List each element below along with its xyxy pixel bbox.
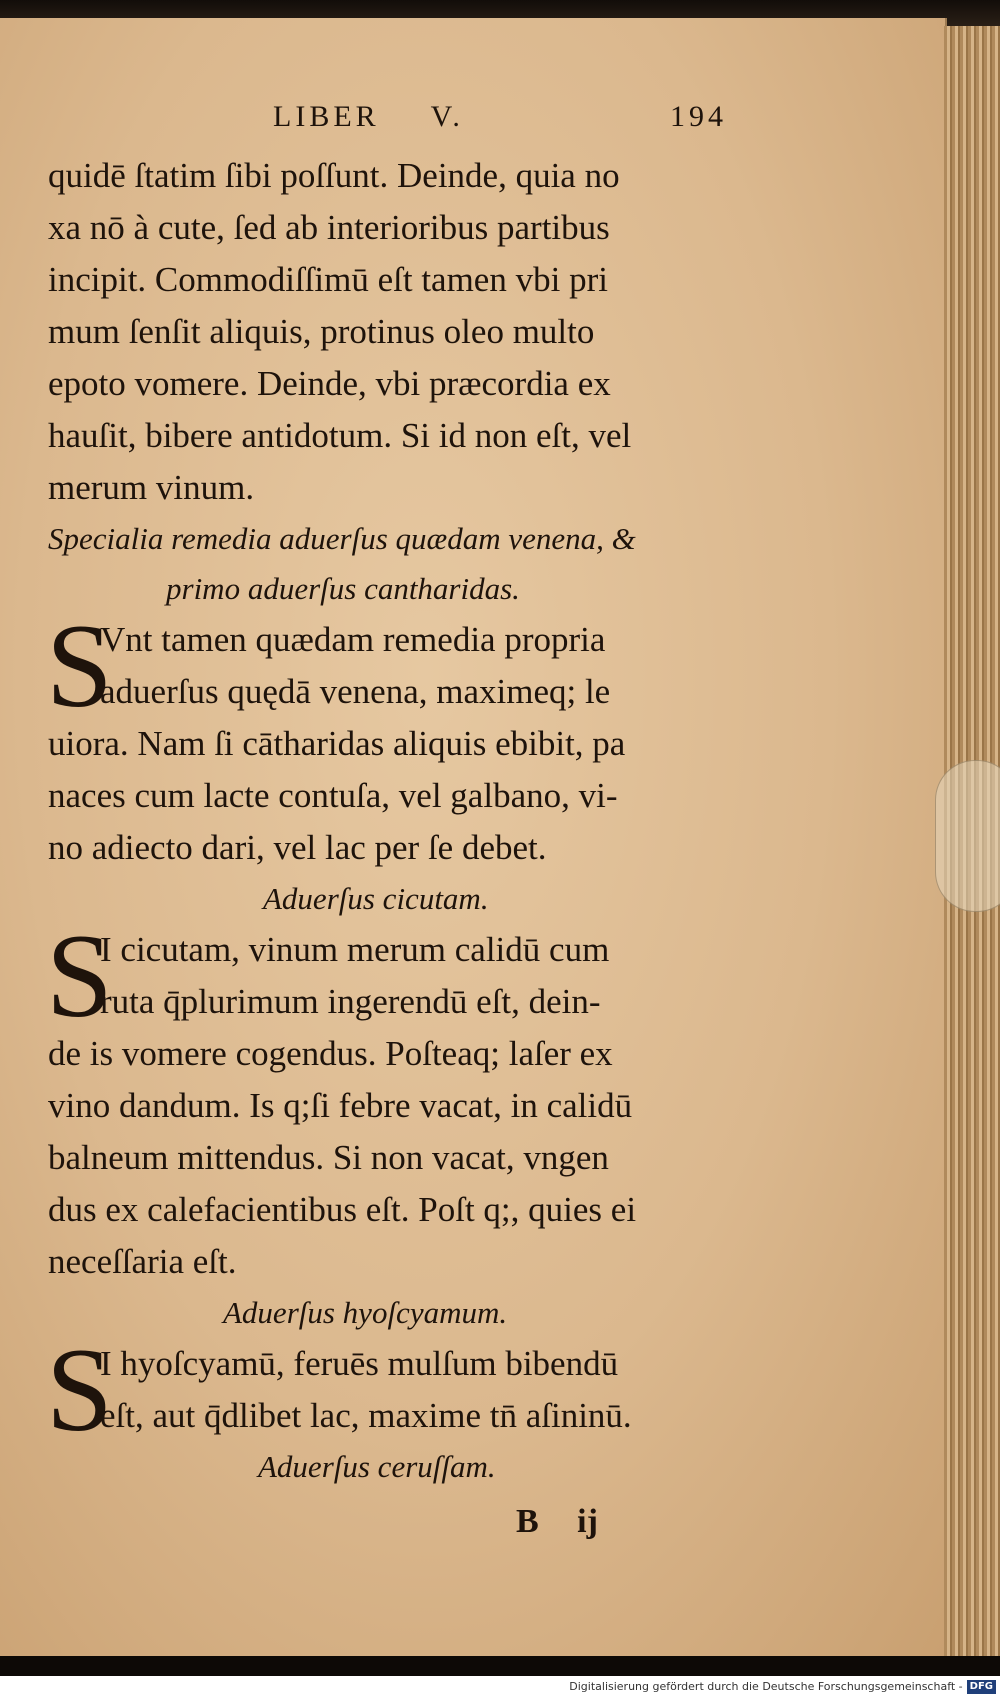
text-line: uiora. Nam ſi cātharidas aliquis ebibit, pa [48, 724, 626, 763]
text-line: de is vomere cogendus. Poſteaq; laſer ex [48, 1034, 613, 1073]
digitization-footer [0, 1676, 1000, 1698]
signature-mark: B ij [516, 1503, 598, 1540]
text-line: I hyoſcyamū, feruēs mulſum bibendū [100, 1344, 619, 1383]
text-line: epoto vomere. Deinde, vbi præcordia ex [48, 364, 611, 403]
text-line: I cicutam, vinum merum calidū cum [100, 930, 610, 969]
dfg-logo: DFG [967, 1680, 996, 1694]
section-heading: Aduerſus cicutam. [263, 881, 489, 916]
folio-number: 194 [670, 100, 727, 133]
paragraph-cicutam [46, 909, 768, 1288]
page-text [48, 100, 768, 1552]
running-header [48, 100, 768, 150]
section-heading: primo aduerſus cantharidas. [166, 571, 520, 606]
text-line: Vnt tamen quædam remedia propria [100, 620, 606, 659]
text-line: ruta q̄plurimum ingerendū eſt, dein- [100, 982, 601, 1021]
text-line: vino dandum. Is q;ſi febre vacat, in calidū [48, 1086, 633, 1125]
text-line: xa nō à cute, ſed ab interioribus partibus [48, 208, 610, 247]
text-line: neceſſaria eſt. [48, 1242, 237, 1281]
section-heading: Aduerſus ceruſſam. [258, 1449, 496, 1484]
running-title: LIBER V. [273, 100, 464, 133]
drop-cap: S [46, 909, 113, 1042]
section-heading: Aduerſus hyoſcyamum. [223, 1295, 508, 1330]
text-line: no adiecto dari, vel lac per ſe debet. [48, 828, 547, 867]
text-line: mum ſenſit aliquis, protinus oleo multo [48, 312, 595, 351]
text-line: balneum mittendus. Si non vacat, vngen [48, 1138, 609, 1177]
footer-credit: Digitalisierung gefördert durch die Deutsche Forschungsgemeinschaft - [569, 1680, 963, 1693]
text-line: hauſit, bibere antidotum. Si id non eſt, vel [48, 416, 632, 455]
drop-cap: S [46, 1323, 113, 1456]
paragraph-cantharidas [46, 599, 768, 874]
text-line: naces cum lacte contuſa, vel galbano, vi- [48, 776, 618, 815]
page-clip [935, 760, 1000, 912]
section-heading: Specialia remedia aduerſus quædam venena, & [48, 521, 636, 556]
text-line: quidē ſtatim ſibi poſſunt. Deinde, quia no [48, 156, 620, 195]
text-line: eſt, aut q̄dlibet lac, maxime tn̄ aſininū. [100, 1396, 632, 1435]
text-line: merum vinum. [48, 468, 255, 507]
intro-paragraph [48, 150, 768, 514]
text-line: incipit. Commodiſſimū eſt tamen vbi pri [48, 260, 608, 299]
paragraph-hyoscyamum [46, 1323, 768, 1456]
text-line: dus ex calefacientibus eſt. Poſt q;, quies ei [48, 1190, 637, 1229]
drop-cap: S [46, 599, 113, 732]
text-line: aduerſus quędā venena, maximeq; le [100, 672, 611, 711]
scan-bottom-border [0, 1656, 1000, 1676]
